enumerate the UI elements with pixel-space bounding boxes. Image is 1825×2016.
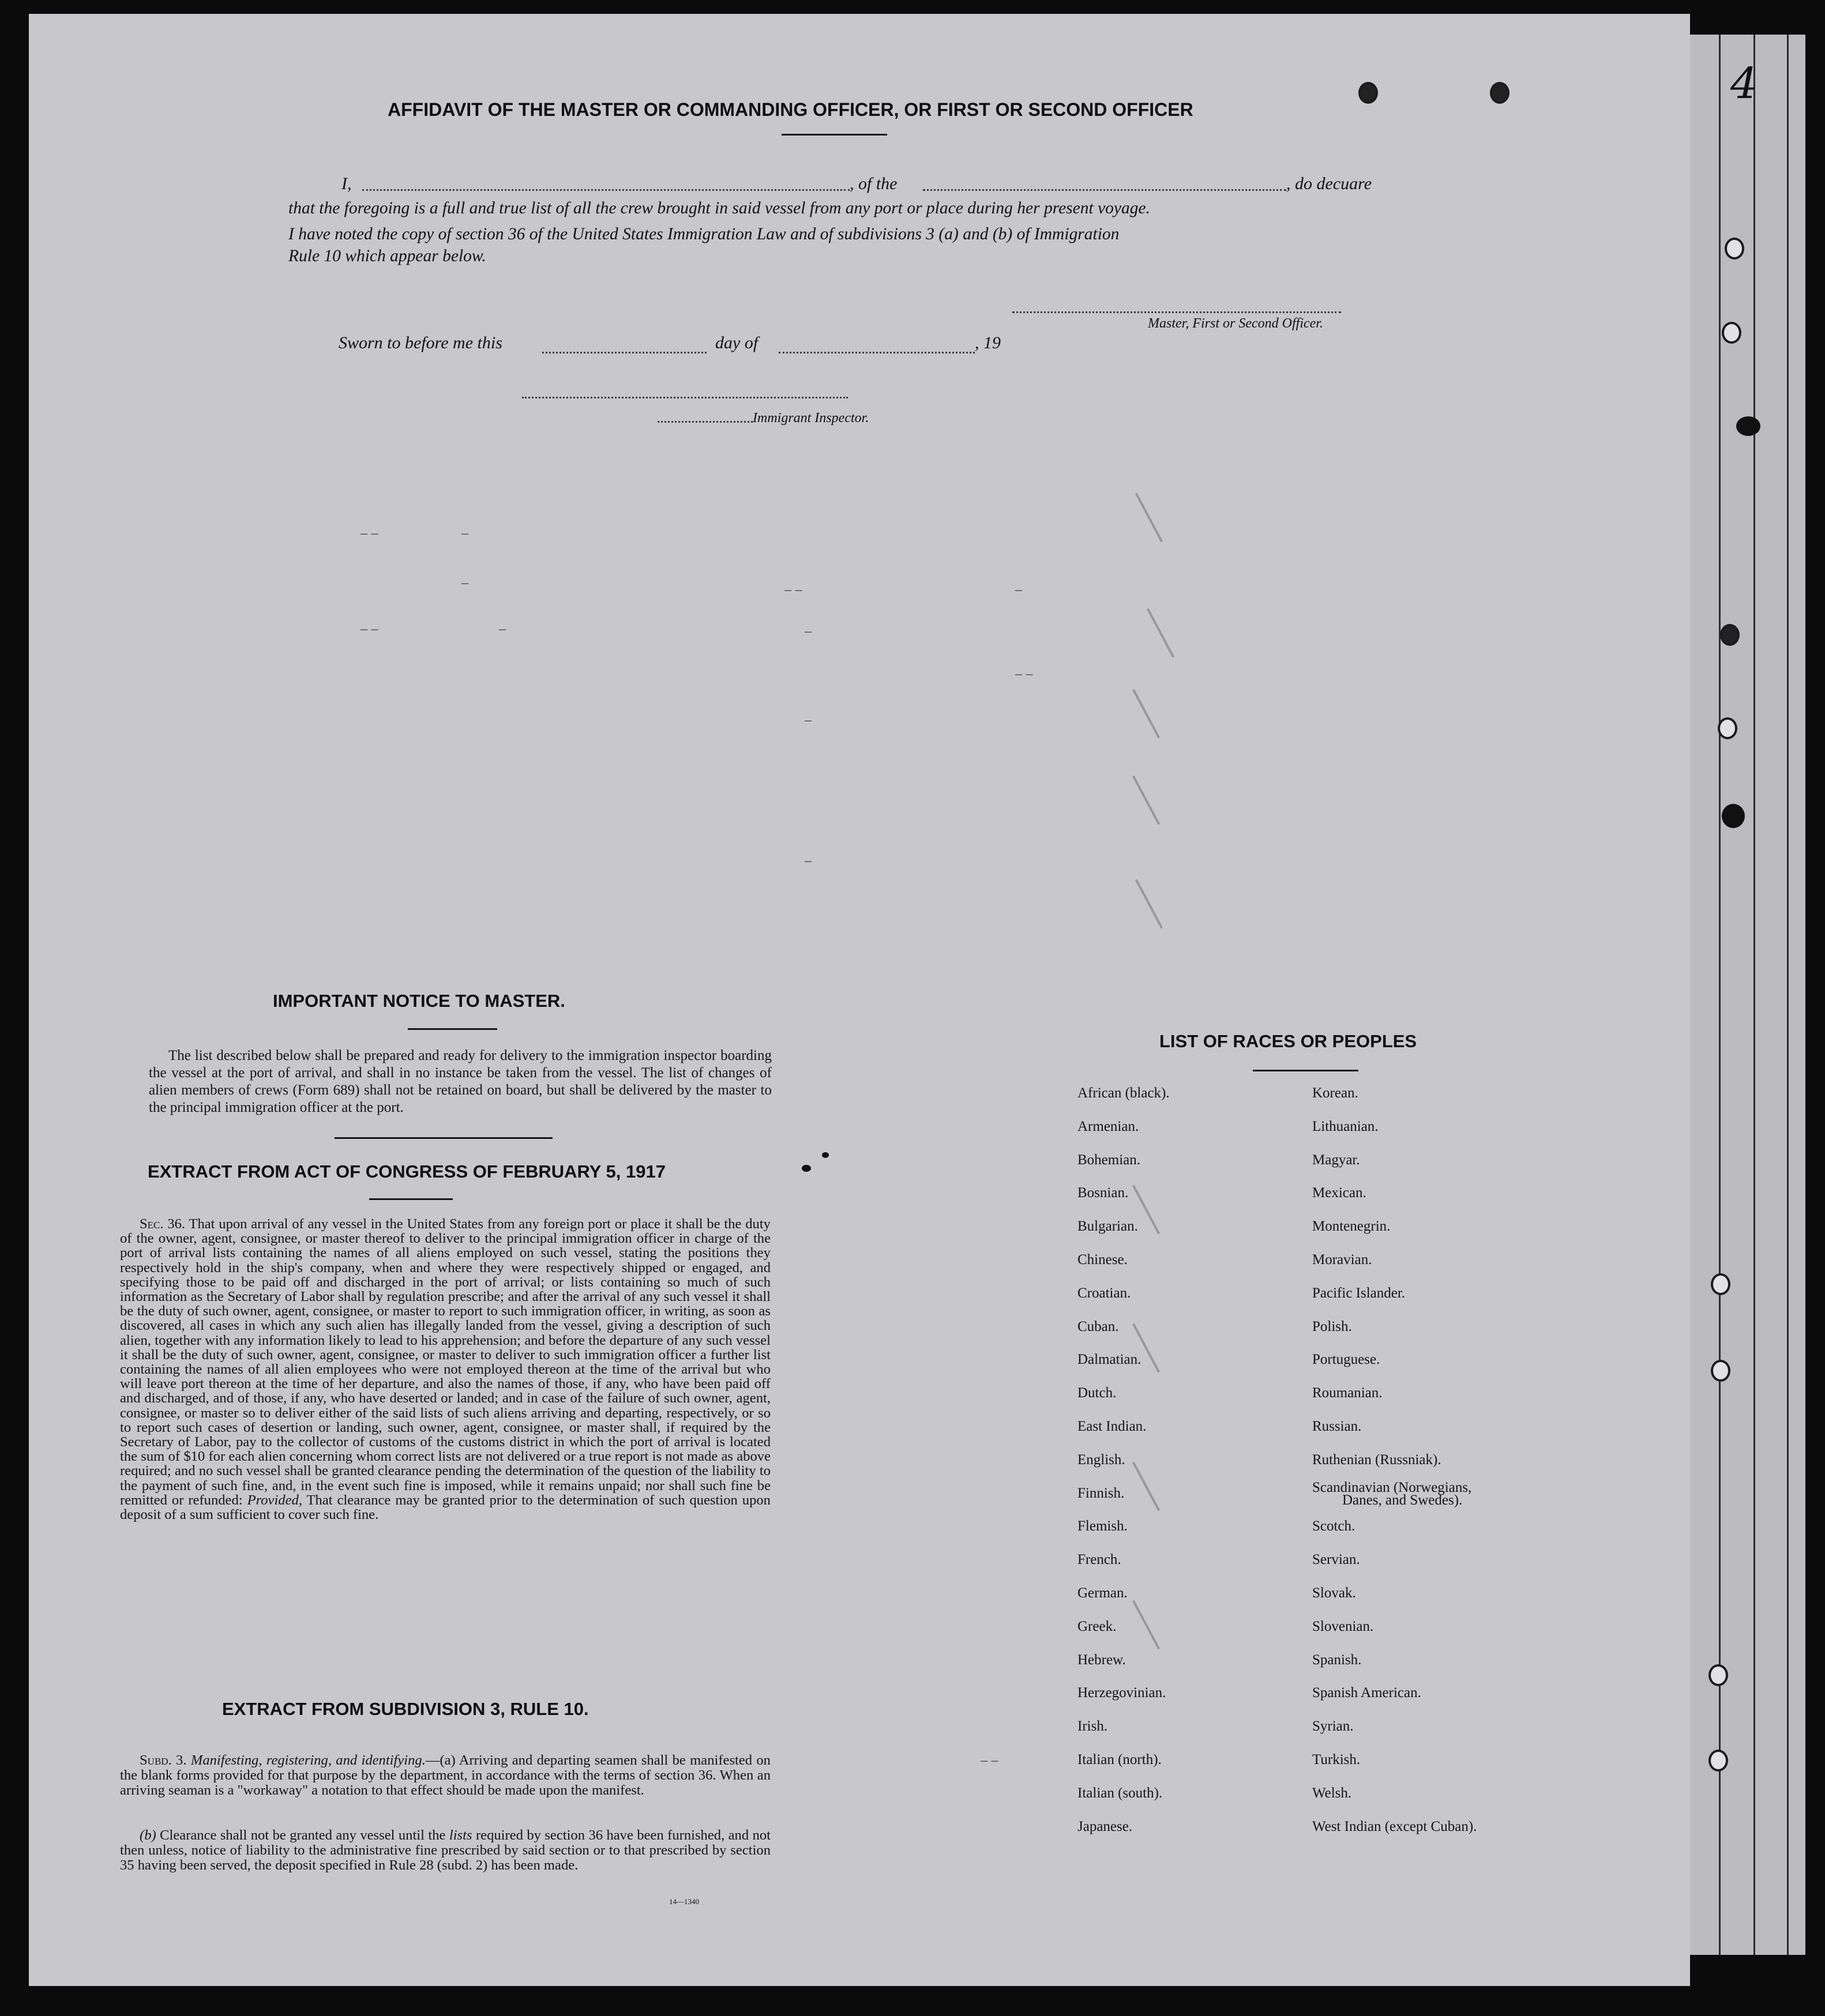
faint-dash: – — [1015, 582, 1023, 597]
race-item: Portuguese. — [1312, 1352, 1380, 1368]
extract-act-title: EXTRACT FROM ACT OF CONGRESS OF FEBRUARY 5, 1917 — [148, 1161, 666, 1182]
race-item: Bohemian. — [1077, 1152, 1141, 1168]
binding-hole — [1720, 624, 1740, 646]
extract-rule-b: (b) Clearance shall not be granted any vessel until the lists required by section 36 have been furnished, and not then unless, notice of liability to the administrative fine prescribed by said section or to that prescribed by section 35 having been served, the deposit specified in Rule 28 (subd. 2) has been made. — [120, 1827, 771, 1873]
race-item: Spanish American. — [1312, 1685, 1421, 1701]
sworn-day-field[interactable] — [542, 352, 707, 353]
binding-hole — [1725, 238, 1744, 259]
races-title-rule — [1253, 1070, 1358, 1071]
race-item: Herzegovinian. — [1077, 1685, 1166, 1701]
race-item: Chinese. — [1077, 1252, 1128, 1267]
race-item: Welsh. — [1312, 1785, 1352, 1801]
master-signature-field[interactable] — [1012, 311, 1341, 313]
affidavit-title: AFFIDAVIT OF THE MASTER OR COMMANDING OFFICER, OR FIRST OR SECOND OFFICER — [388, 99, 1193, 120]
form-number: 14—1340 — [669, 1897, 699, 1906]
faint-dash: – – — [784, 582, 802, 597]
race-item: Flemish. — [1077, 1518, 1128, 1534]
affidavit-line-4: Rule 10 which appear below. — [288, 247, 486, 265]
master-signature-caption: Master, First or Second Officer. — [1148, 316, 1323, 331]
year-label: , 19 — [975, 333, 1001, 352]
inspector-caption: Immigrant Inspector. — [753, 411, 869, 426]
faint-dash: – – — [981, 1753, 998, 1767]
race-item: Scandinavian (Norwegians, — [1312, 1479, 1472, 1495]
race-item: Bulgarian. — [1077, 1218, 1138, 1235]
race-item: Greek. — [1077, 1618, 1117, 1634]
race-item: Syrian. — [1312, 1718, 1354, 1735]
binding-hole-blot — [1722, 804, 1745, 828]
race-item: African (black). — [1077, 1085, 1170, 1101]
race-item: Slovak. — [1312, 1585, 1356, 1601]
race-item: Scotch. — [1312, 1518, 1355, 1534]
page-number: 4 — [1730, 59, 1758, 108]
faint-dash: – — [461, 526, 469, 540]
race-item: Mexican. — [1312, 1185, 1366, 1201]
vessel-name-field[interactable] — [923, 189, 1286, 191]
master-name-field[interactable] — [362, 189, 850, 191]
race-item: Servian. — [1312, 1552, 1360, 1568]
faint-dash: – — [461, 576, 469, 590]
extract-act-rule — [369, 1198, 453, 1200]
binding-hole — [1708, 1664, 1728, 1686]
race-item: Polish. — [1312, 1318, 1352, 1334]
affidavit-i-label: I, — [341, 174, 352, 193]
affidavit-of-the-label: , of the — [850, 174, 898, 193]
notice-rule — [335, 1137, 553, 1139]
extract-rule-title: EXTRACT FROM SUBDIVISION 3, RULE 10. — [222, 1699, 589, 1719]
race-item: East Indian. — [1077, 1419, 1147, 1434]
faint-dash: – – — [361, 622, 378, 636]
races-title: LIST OF RACES OR PEOPLES — [1159, 1031, 1417, 1051]
affidavit-declare-label: , do decuare — [1286, 174, 1372, 193]
binding-hole — [1711, 1360, 1730, 1382]
sworn-month-field[interactable] — [779, 352, 975, 353]
binding-hole-blot — [1736, 416, 1760, 436]
sworn-label: Sworn to before me this — [339, 333, 502, 352]
binding-strip — [1690, 35, 1805, 1955]
race-item: Japanese. — [1077, 1818, 1133, 1834]
notice-body: The list described below shall be prepared and ready for delivery to the immigration inspector boarding the vessel at the port of arrival, and shall in no instance be taken from the vessel. The list of changes of alien members of crews (Form 689) shall not be retained on board, but shall be delivered by the master to the principal immigration officer at the port. — [149, 1048, 772, 1115]
ink-blot — [822, 1152, 829, 1158]
inspector-signature-field[interactable] — [522, 397, 848, 398]
faint-dash: – — [805, 713, 812, 727]
race-item: Irish. — [1077, 1718, 1108, 1735]
race-item: Spanish. — [1312, 1652, 1362, 1668]
ink-blot — [802, 1165, 811, 1172]
notice-title-rule — [408, 1028, 497, 1030]
race-item: Lithuanian. — [1312, 1118, 1379, 1134]
faint-dash: – — [499, 622, 506, 636]
extract-act-body: Sec. 36. That upon arrival of any vessel in the United States from any foreign port or place it shall be the duty of the owner, agent, consignee, or master thereof to deliver to the principal immigration officer in charge of the port of arrival lists containing the names of all aliens employed on such vessel, stating the positions they respectively hold in the ship's company, when and where they were respectively shipped or engaged, and specifying those to be paid off and discharged in the port of arrival; or lists containing so much of such information as the Secretary of Labor shall by regulation prescribe; and after the arrival of any such vessel it shall be the duty of such owner, agent, consignee, or master to report to such immigration officer, in writing, as soon as discovered, all cases in which any such alien has illegally landed from the vessel, giving a description of such alien, together with any information likely to lead to his apprehension; and before the departure of any such vessel it shall be the duty of such owner, agent, consignee, or master to deliver to such immigration officer a further list containing the names of all alien employees who were not employed thereon at the time of the arrival but who will leave port thereon at the time of her departure, and also the names of those, if any, who have been paid off and discharged, and of those, if any, who have deserted or landed; and in case of the failure of such owner, agent, consignee, or master so to deliver either of the said lists of such aliens arriving and departing, respectively, or so to report such cases of desertion or landing, such owner, agent, consignee, or master shall, if required by the Secretary of Labor, pay to the collector of customs of the customs district in which the port of arrival is located the sum of $10 for each alien concerning whom correct lists are not delivered or a true report is not made as above required; and no such vessel shall be granted clearance pending the determination of the question of the liability to the payment of such fine, and, in the event such fine is imposed, while it remains unpaid; nor shall such fine be remitted or refunded: Provided, That clearance may be granted prior to the determination of such question upon deposit of a sum sufficient to cover such fine. — [120, 1216, 771, 1523]
binding-hole — [1490, 82, 1509, 104]
race-item: German. — [1077, 1585, 1128, 1601]
binding-hole — [1358, 82, 1378, 104]
race-item: Ruthenian (Russniak). — [1312, 1451, 1441, 1468]
extract-rule-a: Subd. 3. Manifesting, registering, and identifying.—(a) Arriving and departing seamen shall be manifested on the blank forms provided for that purpose by the department, in accordance with the terms of section 36. When an arriving seaman is a "workaway" a notation to that effect should be made upon the manifest. — [120, 1752, 771, 1798]
affidavit-title-rule — [782, 134, 887, 136]
faint-dash: – — [805, 853, 812, 868]
race-item: Moravian. — [1312, 1252, 1372, 1267]
race-item: Hebrew. — [1077, 1652, 1126, 1668]
binding-hole — [1708, 1750, 1728, 1771]
race-item: Slovenian. — [1312, 1618, 1374, 1634]
race-item: Italian (north). — [1077, 1752, 1162, 1767]
race-item: Bosnian. — [1077, 1185, 1129, 1201]
race-item: Croatian. — [1077, 1285, 1131, 1301]
race-item: Roumanian. — [1312, 1385, 1383, 1401]
race-item: Korean. — [1312, 1085, 1358, 1101]
affidavit-line-2: that the foregoing is a full and true list of all the crew brought in said vessel from any port or place during her present voyage. — [288, 199, 1150, 217]
race-item: English. — [1077, 1451, 1125, 1468]
faint-dash: – – — [361, 526, 378, 540]
race-item: West Indian (except Cuban). — [1312, 1818, 1477, 1834]
race-item: Armenian. — [1077, 1118, 1139, 1134]
faint-dash: – — [805, 624, 812, 638]
race-item-continuation: Danes, and Swedes). — [1342, 1492, 1463, 1508]
notice-title: IMPORTANT NOTICE TO MASTER. — [273, 991, 565, 1011]
race-item: French. — [1077, 1552, 1121, 1568]
affidavit-line-3: I have noted the copy of section 36 of the United States Immigration Law and of subdivisions 3 (a) and (b) of Immigration — [288, 225, 1120, 243]
race-item: Cuban. — [1077, 1318, 1119, 1334]
binding-hole — [1722, 322, 1741, 344]
day-of-label: day of — [715, 333, 758, 352]
binding-hole — [1711, 1273, 1730, 1295]
race-item: Turkish. — [1312, 1752, 1361, 1767]
binding-hole — [1718, 717, 1737, 739]
race-item: Dalmatian. — [1077, 1352, 1141, 1368]
race-item: Magyar. — [1312, 1152, 1360, 1168]
race-item: Pacific Islander. — [1312, 1285, 1406, 1301]
race-item: Dutch. — [1077, 1385, 1117, 1401]
race-item: Finnish. — [1077, 1485, 1125, 1501]
inspector-prefix-field[interactable] — [658, 421, 753, 423]
race-item: Montenegrin. — [1312, 1218, 1391, 1235]
race-item: Russian. — [1312, 1419, 1362, 1434]
faint-dash: – – — [1015, 667, 1033, 681]
race-item: Italian (south). — [1077, 1785, 1163, 1801]
